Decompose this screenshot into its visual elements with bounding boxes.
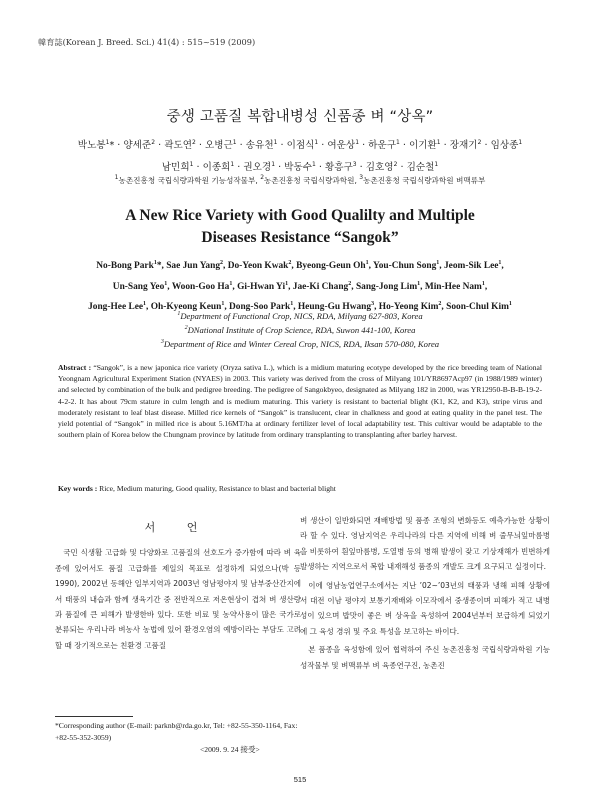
author-name: 김순철 bbox=[406, 162, 435, 173]
author-name: 권오경 bbox=[243, 162, 272, 173]
author-affiliation-mark: 2 bbox=[288, 260, 292, 266]
author-name: Heung-Gu Hwang bbox=[297, 302, 372, 312]
section-heading-introduction: 서 언 bbox=[144, 521, 212, 534]
author-name: Ho-Yeong Kim bbox=[378, 302, 439, 312]
author-affiliation-mark: 1 bbox=[436, 139, 441, 146]
author-affiliation-mark: 1 bbox=[498, 260, 502, 266]
author-name: 이기환 bbox=[408, 140, 437, 151]
affiliation-text: Department of Rice and Winter Cereal Crop, NICS, RDA, Iksan 570-080, Korea bbox=[163, 339, 440, 349]
english-title bbox=[40, 205, 560, 249]
korean-title: 중생 고품질 복합내병성 신품종 벼 “상옥” bbox=[166, 109, 434, 125]
keywords bbox=[58, 484, 542, 493]
author-affiliation-mark: 1 bbox=[105, 139, 110, 146]
intro-paragraph: 이에 영남농업연구소에서는 지난 ’02~’03년의 태풍과 냉해 피해 상황에서 대전 이남 평야지 보통기재배와 이모작에서 중생종이며 피해가 적고 내병성이 있으며 밥맛이 좋은 벼 상옥을 육성하여 2004년부터 보급하게 되었기에 그 육성 경위 및 주요 특성을 보고하는 바이다. bbox=[300, 580, 550, 636]
author-affiliation-mark: 1 bbox=[285, 280, 289, 287]
abstract-label: Abstract : bbox=[58, 363, 92, 372]
abstract bbox=[58, 362, 542, 440]
author-name: 박노봉 bbox=[77, 140, 106, 151]
author-affiliation-mark: 2 bbox=[438, 301, 442, 307]
author-affiliation-mark: 1 bbox=[355, 139, 360, 146]
received-date: <2009. 9. 24 接受> bbox=[200, 745, 260, 754]
author-name: Do-Yeon Kwak bbox=[227, 261, 289, 271]
affiliation-number: 2 bbox=[184, 325, 188, 331]
author-affiliation-mark: 1 bbox=[434, 161, 439, 168]
author-name: Oh-Kyeong Keun bbox=[150, 302, 222, 312]
author-name: 임상종 bbox=[490, 140, 519, 151]
author-affiliation-mark: 1 bbox=[417, 280, 421, 287]
korean-author-list: 박노봉$^1$* · 양세준$^2$ · 곽도연$^2$ · 오병근$^1$ · 송유천$^1$ · 이점식$^1$ · 여운상$^1$ · 하운구$^1$ · 이기환$^1$ · 장재기$^2$ · 임상종$^1$ 남민희$^1$ · 이종희$^1$ · 권오경$^1$ · 박동수$^1$ · 황흥구$^3$ · 김호영$^2$ · 김순철$^1$ bbox=[77, 139, 523, 173]
author-name: Min-Hee Nam bbox=[424, 281, 482, 292]
author-affiliation-mark: 1 bbox=[436, 260, 440, 266]
author-affiliation-mark: 1 bbox=[273, 139, 278, 146]
author-name: 김호영 bbox=[365, 162, 394, 173]
author-affiliation-mark: 2 bbox=[192, 139, 196, 146]
author-name: 남민희 bbox=[161, 162, 190, 173]
author-name: 황흥구 bbox=[324, 162, 353, 173]
author-affiliation-mark: 3 bbox=[352, 161, 357, 168]
affiliation-number: 3 bbox=[160, 339, 164, 345]
author-affiliation-mark: 1 bbox=[508, 301, 512, 307]
author-affiliation-mark: 2 bbox=[348, 280, 352, 287]
author-name: Jae-Ki Chang bbox=[292, 281, 349, 292]
affiliation-text: DNational Institute of Crop Science, RDA, Suwon 441-100, Korea bbox=[187, 325, 416, 335]
author-affiliation-mark: 1 bbox=[395, 139, 400, 146]
author-name: Jong-Hee Lee bbox=[88, 302, 144, 312]
english-affiliations bbox=[0, 308, 600, 350]
affiliation-number: 3 bbox=[359, 174, 364, 181]
author-affiliation-mark: 1 bbox=[314, 139, 319, 146]
intro-paragraph: 본 품종을 육성함에 있어 협력하여 주신 농촌진흥청 국립식량과학원 기능성작물부 및 벼맥류부 벼 육종연구진, 농촌진 bbox=[300, 645, 550, 670]
korean-affiliations bbox=[0, 174, 600, 186]
author-name: Un-Sang Yeo bbox=[112, 281, 165, 292]
author-name: 장재기 bbox=[449, 140, 478, 151]
author-affiliation-mark: 1 bbox=[271, 161, 276, 168]
author-name: You-Chun Song bbox=[372, 261, 437, 271]
author-affiliation-mark: 1 bbox=[481, 280, 485, 287]
author-name: Dong-Soo Park bbox=[229, 302, 291, 312]
affiliation-number: 1 bbox=[114, 174, 119, 181]
affiliation-number: 1 bbox=[177, 311, 181, 317]
english-title-line-1: A New Rice Variety with Good Qualilty and Multiple bbox=[125, 207, 475, 224]
author-affiliation-mark: 1 bbox=[518, 139, 523, 146]
author-affiliation-mark: 1 bbox=[365, 260, 369, 266]
author-name: 오병근 bbox=[204, 140, 233, 151]
author-affiliation-mark: 1 bbox=[143, 301, 147, 307]
author-name: Sang-Jong Lim bbox=[355, 281, 418, 292]
author-affiliation-mark: 1 bbox=[232, 139, 237, 146]
body-column-right bbox=[300, 513, 550, 673]
author-name: Woon-Goo Ha bbox=[171, 281, 230, 292]
author-name: Gi-Hwan Yi bbox=[237, 281, 286, 292]
body-column-left bbox=[55, 520, 301, 653]
author-name: 양세준 bbox=[123, 140, 152, 151]
author-name: No-Bong Park bbox=[96, 261, 154, 271]
english-author-list: No-Bong Park$^1$*, Sae Jun Yang$^2$, Do-Yeon Kwak$^2$, Byeong-Geun Oh$^1$, You-Chun Song$^1$, Jeom-Sik Lee$^1$, Un-Sang Yeo$^1$, Woon-Goo Ha$^1$, Gi-Hwan Yi$^1$, Jae-Ki Chang$^2$, Sang-Jong Lim$^1$, Min-Hee Nam$^1$, Jong-Hee Lee$^1$, Oh-Kyeong Keun$^1$, Dong-Soo Park$^1$, Heung-Gu Hwang$^3$, Ho-Yeong Kim$^2$, Soon-Chul Kim$^1$ bbox=[88, 260, 512, 312]
affiliation-text: 농촌진흥청 국립식량과학원, bbox=[264, 176, 357, 185]
author-affiliation-mark: 1 bbox=[153, 260, 157, 266]
author-affiliation-mark: 1 bbox=[311, 161, 316, 168]
author-affiliation-mark: 2 bbox=[477, 139, 482, 146]
affiliation-text: 농촌진흥청 국립식량과학원 벼맥류부 bbox=[363, 176, 486, 185]
author-name: Soon-Chul Kim bbox=[446, 302, 509, 312]
author-affiliation-mark: 1 bbox=[221, 301, 225, 307]
affiliation-text: 농촌진흥청 국립식량과학원 기능성작물부, bbox=[118, 176, 258, 185]
author-affiliation-mark: 1 bbox=[290, 301, 294, 307]
keywords-text: Rice, Medium maturing, Good quality, Resistance to blast and bacterial blight bbox=[97, 484, 336, 493]
footnote-rule bbox=[55, 716, 133, 717]
affiliation-text: Department of Functional Crop, NICS, RDA, Milyang 627-803, Korea bbox=[180, 311, 423, 321]
affiliation-number: 2 bbox=[260, 174, 265, 181]
author-affiliation-mark: 2 bbox=[151, 139, 156, 146]
abstract-text: “Sangok”, is a new japonica rice variety (Oryza sativa L.), which is a midium maturing ecotype developed by the rice breeding team of National Yeongnam Agricultural Experiment Station (NYAES) in 2003. This variety was derived from the cross of Milyang 101/YR8697Acp97 (in 1988/1989 winter) and selected by combination of the bulk and pedigree breeding. The pedigree of Sangokbyeo, designated as Milyang 182 in 2000, was YR12950-B-B-B-19-2-4-2-2. It has about 79cm stature in culm length and is medium maturing. This variety is resistant to bacterial blight (K1, K2, and K3), stripe virus and moderately resistant to leaf blast disease. Milled rice kernels of “Sangok” is translucent, clear in chalkness and good at eating quality in the panel test. The yield potential of “Sangok” in milled rice is about 5.16MT/ha at ordinary fertilizer level of local adaptability test. This cultivar would be adaptable to the southern plain of Korea below the Chungnam province by latitude from ordinary transplanting to transplanting after barley harvest. bbox=[58, 363, 542, 440]
author-name: Jeom-Sik Lee bbox=[443, 261, 499, 271]
author-name: 송유천 bbox=[245, 140, 274, 151]
author-affiliation-mark: 1 bbox=[230, 161, 235, 168]
author-name: 여운상 bbox=[327, 140, 356, 151]
page-number: 515 bbox=[293, 775, 307, 784]
corresponding-mark: * bbox=[156, 261, 162, 271]
author-name: 이점식 bbox=[286, 140, 315, 151]
author-affiliation-mark: 1 bbox=[189, 161, 194, 168]
author-name: Byeong-Geun Oh bbox=[296, 261, 366, 271]
author-affiliation-mark: 1 bbox=[164, 280, 168, 287]
corresponding-author-footnote: *Corresponding author (E-mail: parknb@rda.go.kr, Tel: +82-55-350-1164, Fax: +82-55-352-3059) bbox=[55, 721, 298, 742]
journal-citation: 韓育誌(Korean J. Breed. Sci.) 41(4) : 515~519 (2009) bbox=[38, 37, 256, 47]
author-name: 박동수 bbox=[284, 162, 312, 173]
keywords-label: Key words : bbox=[58, 484, 98, 493]
author-affiliation-mark: 2 bbox=[220, 260, 224, 266]
intro-paragraph: 국민 식생활 고급화 및 다양화로 고품질의 선호도가 증가함에 따라 벼 육종에 있어서도 품질 고급화를 제일의 목표로 설정하게 되었으나(박 등 1990), 2002년 동해안 일부지역과 2003년 영남평야지 및 남부중산간지에서 태풍의 내습과 함께 생육기간 중 전반적으로 저온현상이 겹쳐 벼 생산량과 품질에 큰 피해가 발생한바 있다. 또한 비료 및 농약사용이 많은 국가로 분류되는 우리나라 벼농사 농법에 있어 환경오염의 예방이라는 부담도 고려할 때 장기적으로는 친환경 고품질 bbox=[55, 548, 301, 650]
author-name: Sae Jun Yang bbox=[166, 261, 221, 271]
author-affiliation-mark: 1 bbox=[229, 280, 233, 287]
author-name: 곽도연 bbox=[164, 140, 192, 151]
author-affiliation-mark: 3 bbox=[371, 301, 375, 307]
intro-paragraph: 벼 생산이 일반화되면 재배방법 및 품종 조형의 변화등도 예측가능한 상황이라 할 수 있다. 영남지역은 우리나라의 다른 지역에 비해 벼 줄무늬잎마름병을 비롯하여 흰잎마름병, 도열병 등의 병해 발생이 잦고 기상재해가 빈번하게 발생하는 지역으로서 복합 내재해성 품종의 개발도 크게 요구되고 실정이다. bbox=[300, 516, 550, 572]
author-affiliation-mark: 2 bbox=[393, 161, 398, 168]
author-name: 이종희 bbox=[202, 162, 231, 173]
english-title-line-2: Diseases Resistance “Sangok” bbox=[201, 229, 399, 246]
corresponding-mark: * bbox=[109, 140, 115, 151]
author-name: 하운구 bbox=[368, 140, 396, 151]
